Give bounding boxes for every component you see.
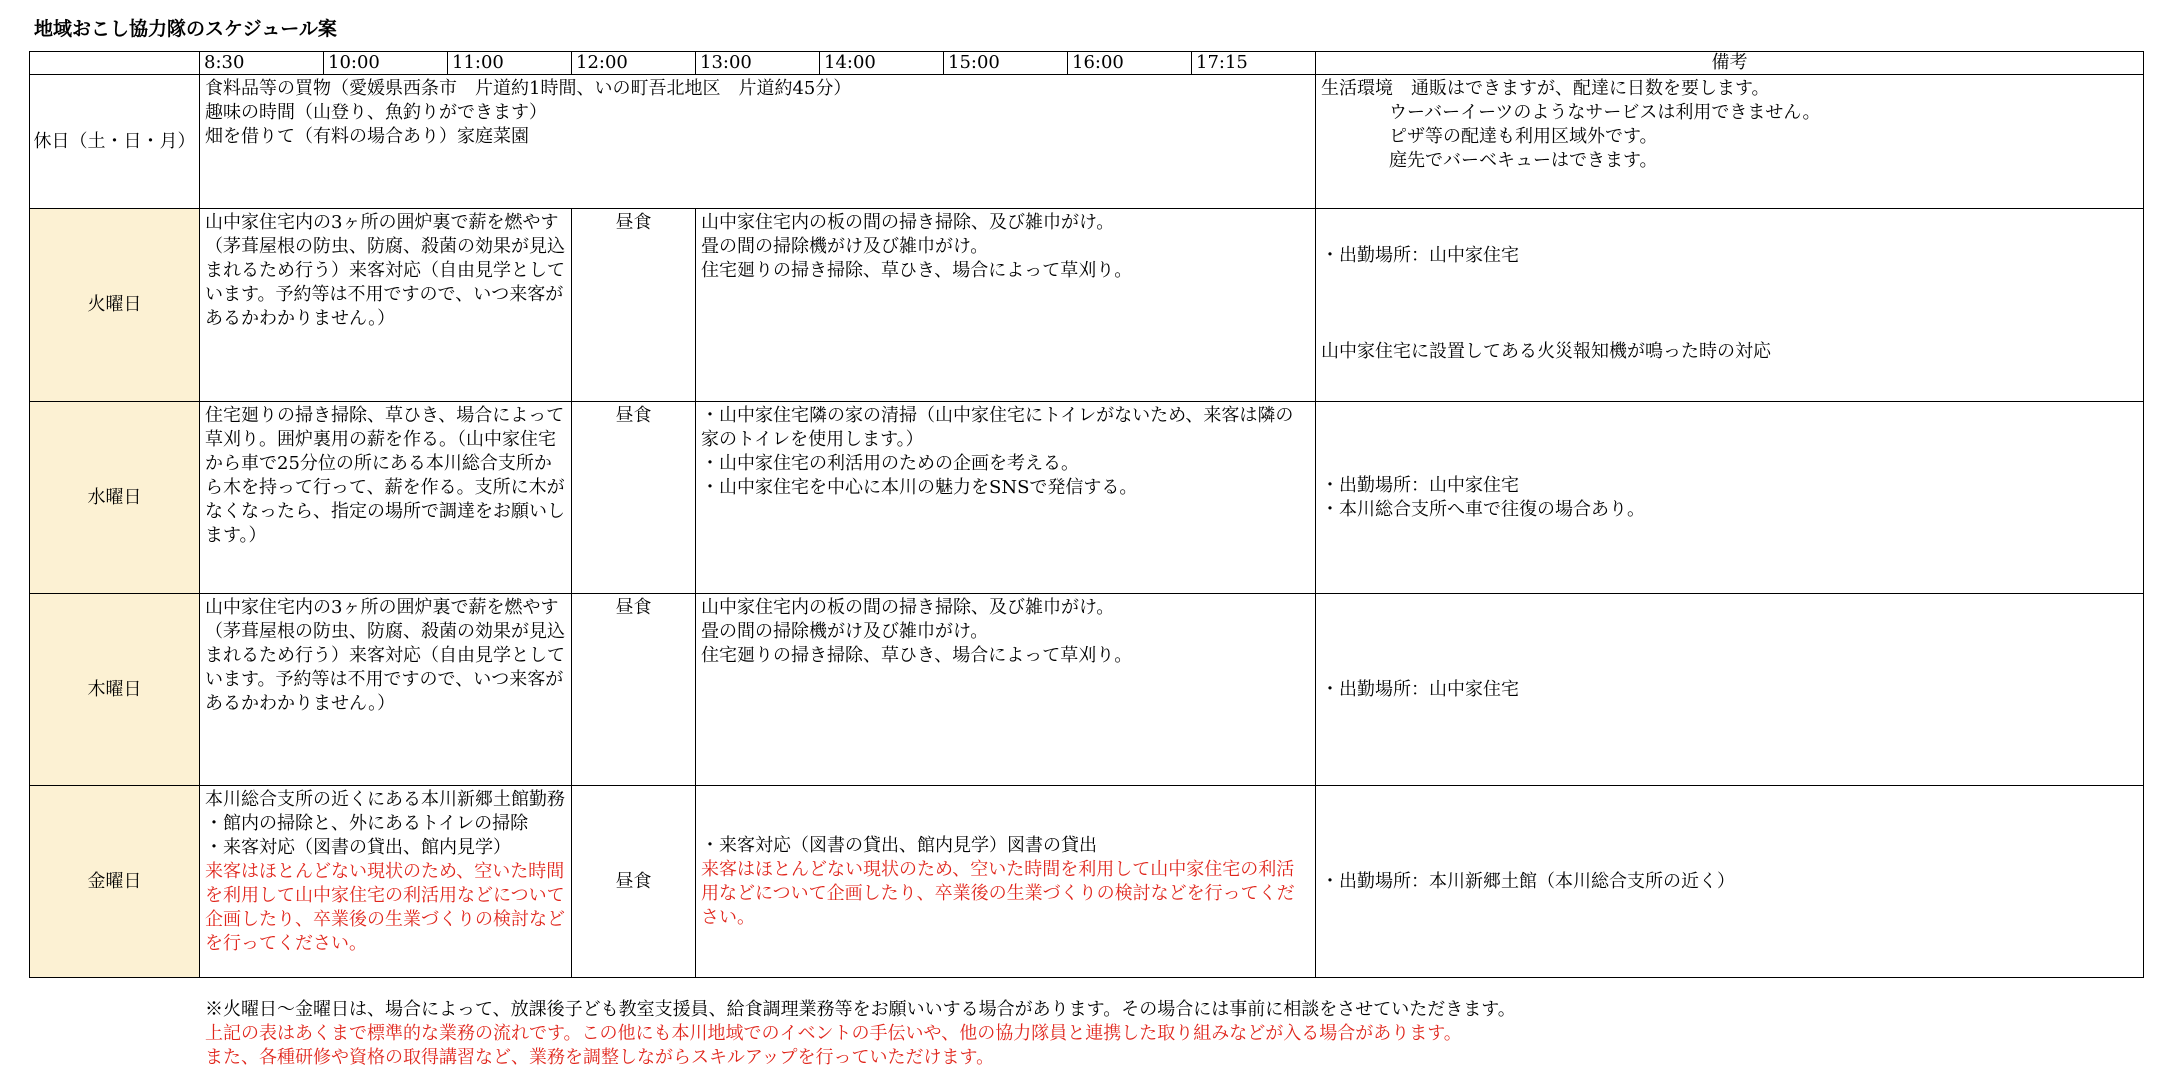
friday-afternoon [696,786,1316,978]
activity-line: 住宅廻りの掃き掃除、草ひき、場合によって草刈り。 [701,645,1133,666]
time-header: 13:00 [696,52,820,75]
day-label-tuesday: 火曜日 [30,209,200,402]
footnote-line-red: また、各種研修や資格の取得講習など、業務を調整しながらスキルアップを行っていただけます。 [205,1047,995,1068]
activity-line: 山中家住宅内の板の間の掃き掃除、及び雑巾がけ。 [701,212,1115,233]
holiday-activities [200,75,1316,209]
remark-line: 庭先でバーベキューはできます。 [1389,150,1658,171]
activity-line: ・館内の掃除と、外にあるトイレの掃除 [205,813,529,834]
activity-line: ・来客対応（図書の貸出、館内見学） [205,837,511,858]
day-label-friday: 金曜日 [30,786,200,978]
time-header: 11:00 [448,52,572,75]
tuesday-lunch: 昼食 [572,209,696,402]
wednesday-afternoon [696,402,1316,594]
time-header: 8:30 [200,52,324,75]
footnote-line: ※火曜日～金曜日は、場合によって、放課後子ども教室支援員、給食調理業務等をお願いいする場合があります。その場合には事前に相談をさせていただきます。 [205,999,1516,1020]
activity-line: 畑を借りて（有料の場合あり）家庭菜園 [205,126,529,147]
remark-line: ・出勤場所：山中家住宅 [1321,678,1519,700]
remark-line: ・出勤場所：本川新郷土館（本川総合支所の近く） [1321,870,1735,892]
activity-line: 趣味の時間（山登り、魚釣りができます） [205,102,547,123]
tuesday-morning: 山中家住宅内の3ヶ所の囲炉裏で薪を燃やす（茅葺屋根の防虫、防腐、殺菌の効果が見込まれるため行う）来客対応（自由見学としています。予約等は不用ですので、いつ来客があるかわかりません。） [200,209,572,402]
time-header: 17:15 [1192,52,1316,75]
time-header: 12:00 [572,52,696,75]
day-label-wednesday: 水曜日 [30,402,200,594]
activity-line: ・山中家住宅隣の家の清掃（山中家住宅にトイレがないため、来客は隣の家のトイレを使用します。） [701,405,1294,450]
header-row [30,52,2144,75]
holiday-remarks [1316,75,2144,209]
remark-line: ・出勤場所：山中家住宅 [1321,245,1519,266]
remark-line: ピザ等の配達も利用区域外です。 [1389,126,1658,147]
tuesday-afternoon [696,209,1316,402]
wednesday-remarks [1316,402,2144,594]
friday-morning [200,786,572,978]
friday-lunch: 昼食 [572,786,696,978]
day-label-thursday: 木曜日 [30,594,200,786]
remark-line: 生活環境 通販はできますが、配達に日数を要します。 [1321,78,1770,99]
activity-line: 食料品等の買物（愛媛県西条市 片道約1時間、いの町吾北地区 片道約45分） [205,78,852,99]
time-header: 16:00 [1068,52,1192,75]
activity-line: 住宅廻りの掃き掃除、草ひき、場合によって草刈り。 [701,260,1133,281]
activity-line: ・山中家住宅の利活用のための企画を考える。 [701,453,1079,474]
activity-line: ・来客対応（図書の貸出、館内見学）図書の貸出 [701,834,1097,856]
wednesday-lunch: 昼食 [572,402,696,594]
tuesday-row [30,209,2144,402]
header-blank [30,52,200,75]
thursday-afternoon [696,594,1316,786]
time-header: 15:00 [944,52,1068,75]
remark-line: ・本川総合支所へ車で往復の場合あり。 [1321,498,1645,520]
holiday-row [30,75,2144,209]
wednesday-morning: 住宅廻りの掃き掃除、草ひき、場合によって草刈り。囲炉裏用の薪を作る。（山中家住宅から車で25分位の所にある本川総合支所から木を持って行って、薪を作る。支所に木がなくなったら、指定の場所で調達をお願いします。） [200,402,572,594]
day-label-holiday: 休日（土・日・月） [30,75,200,209]
schedule-table [29,51,2144,978]
activity-line: 本川総合支所の近くにある本川新郷土館勤務 [205,789,565,810]
remark-line: ウーバーイーツのようなサービスは利用できません。 [1389,102,1821,123]
remark-line: ・出勤場所：山中家住宅 [1321,474,1519,496]
thursday-row [30,594,2144,786]
remark-line: 山中家住宅に設置してある火災報知機が鳴った時の対応 [1321,341,1771,362]
tuesday-remarks [1316,209,2144,402]
activity-note-red: 来客はほとんどない現状のため、空いた時間を利用して山中家住宅の利活用などについて企画したり、卒業後の生業づくりの検討などを行ってください。 [205,861,565,954]
activity-line: 山中家住宅内の板の間の掃き掃除、及び雑巾がけ。 [701,597,1115,618]
friday-row [30,786,2144,978]
footnotes [205,998,1516,1070]
wednesday-row [30,402,2144,594]
activity-line: 畳の間の掃除機がけ及び雑巾がけ。 [701,621,989,642]
thursday-lunch: 昼食 [572,594,696,786]
thursday-remarks [1316,594,2144,786]
remarks-header: 備考 [1316,52,2144,75]
activity-line: 畳の間の掃除機がけ及び雑巾がけ。 [701,236,989,257]
time-header: 10:00 [324,52,448,75]
friday-remarks [1316,786,2144,978]
footnote-line-red: 上記の表はあくまで標準的な業務の流れです。この他にも本川地域でのイベントの手伝いや、他の協力隊員と連携した取り組みなどが入る場合があります。 [205,1023,1462,1044]
activity-line: ・山中家住宅を中心に本川の魅力をSNSで発信する。 [701,477,1138,498]
page-title: 地域おこし協力隊のスケジュール案 [34,18,337,40]
time-header: 14:00 [820,52,944,75]
thursday-morning: 山中家住宅内の3ヶ所の囲炉裏で薪を燃やす（茅葺屋根の防虫、防腐、殺菌の効果が見込まれるため行う）来客対応（自由見学としています。予約等は不用ですので、いつ来客があるかわかりません。） [200,594,572,786]
activity-note-red: 来客はほとんどない現状のため、空いた時間を利用して山中家住宅の利活用などについて企画したり、卒業後の生業づくりの検討などを行ってください。 [701,858,1295,928]
